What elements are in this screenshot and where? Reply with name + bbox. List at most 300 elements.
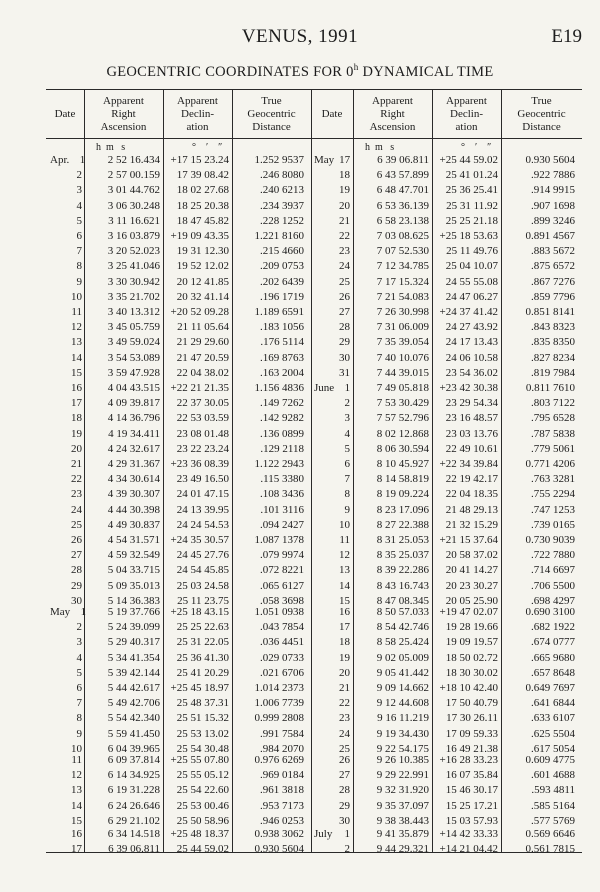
date-cell (314, 457, 350, 472)
day-number: 23 (339, 712, 350, 725)
dec-cell: +22 34 39.84 (439, 458, 498, 470)
ra-cell: 4 59 32.549 (107, 549, 160, 562)
date-cell (50, 472, 82, 487)
date-block (50, 605, 87, 681)
date-cell (50, 651, 82, 666)
date-cell (50, 396, 82, 411)
date-cell (314, 305, 350, 320)
ra-cell: 3 16 03.879 (107, 230, 160, 242)
header-date-left: Date (54, 107, 76, 120)
ra-block (86, 827, 160, 857)
dist-cell: 0.938 3062 (254, 828, 304, 840)
date-block (314, 753, 350, 829)
date-cell (314, 799, 350, 814)
ra-cell: 3 59 47.928 (107, 366, 160, 379)
dec-cell: +14 21 04.42 (439, 843, 498, 856)
ra-cell: 7 35 39.054 (376, 336, 429, 349)
dec-cell: 23 29 54.34 (445, 397, 498, 410)
column-rule (311, 90, 312, 852)
dist-cell: .969 0184 (260, 769, 304, 782)
dist-cell: .108 3436 (260, 488, 304, 501)
ra-cell: 6 39 06.811 (377, 154, 429, 166)
dec-cell: 23 08 01.48 (176, 427, 229, 440)
date-cell (314, 442, 350, 457)
dist-cell: .722 7880 (531, 549, 575, 562)
date-block (314, 681, 350, 757)
dist-cell: .946 0253 (260, 814, 304, 827)
dist-cell: .196 1719 (260, 290, 304, 303)
date-cell (314, 827, 350, 842)
date-cell (50, 503, 82, 518)
dist-cell: 1.006 7739 (254, 697, 304, 710)
ra-cell: 8 14 58.819 (376, 473, 429, 486)
day-number: 20 (71, 442, 82, 455)
day-number: 27 (339, 306, 350, 318)
day-number: 29 (71, 579, 82, 592)
ra-block (355, 533, 429, 609)
dec-cell: 20 05 25.90 (445, 594, 498, 607)
day-number: 6 (76, 682, 82, 694)
day-number: 18 (339, 169, 350, 182)
day-number: 5 (344, 442, 350, 455)
day-number: 3 (76, 184, 82, 197)
dec-block (434, 229, 498, 305)
ra-cell: 6 43 57.899 (376, 169, 429, 182)
dec-units-right: ° ′ ″ (461, 142, 492, 153)
date-cell (314, 351, 350, 366)
date-cell (50, 533, 82, 548)
ra-cell: 8 35 25.037 (376, 549, 429, 562)
ra-cell: 6 24 26.646 (107, 799, 160, 812)
day-number: 21 (339, 682, 350, 694)
dist-cell: .914 9915 (531, 184, 575, 197)
date-cell (314, 635, 350, 650)
ra-cell: 6 48 47.701 (376, 184, 429, 197)
dist-cell: .202 6439 (260, 275, 304, 288)
header-ra-left: Apparent Right Ascension (100, 94, 147, 133)
dist-cell: .984 2070 (260, 742, 304, 755)
ra-block (355, 457, 429, 533)
dec-block (165, 457, 229, 533)
dec-cell: +14 42 33.33 (439, 828, 498, 840)
dec-block (434, 153, 498, 229)
dec-cell: 17 30 26.11 (446, 712, 498, 725)
ra-cell: 6 14 34.925 (107, 769, 160, 782)
dist-cell: 0.649 7697 (525, 682, 575, 694)
date-cell (50, 620, 82, 635)
day-number: 11 (71, 306, 82, 318)
ra-cell: 6 19 31.228 (107, 784, 160, 797)
dec-cell: 24 06 10.58 (445, 351, 498, 364)
ra-cell: 9 26 10.385 (376, 754, 429, 766)
day-number: 25 (339, 275, 350, 288)
dec-cell: +25 45 18.97 (170, 682, 229, 694)
day-number: 18 (71, 412, 82, 425)
day-number: 13 (71, 336, 82, 349)
day-number: 10 (339, 518, 350, 531)
dist-cell: .593 4811 (531, 784, 575, 797)
dist-cell: 0.851 8141 (525, 306, 575, 318)
ra-cell: 5 29 40.317 (107, 636, 160, 649)
date-cell (314, 579, 350, 594)
ra-cell: 8 47 08.345 (376, 594, 429, 607)
ra-block (355, 753, 429, 829)
header-dec-left: Apparent Declin- ation (177, 94, 218, 133)
dist-cell: 0.811 7610 (525, 382, 575, 394)
dist-cell: 0.561 7815 (525, 843, 575, 856)
date-cell (314, 487, 350, 502)
dec-cell: 23 22 23.24 (176, 442, 229, 455)
dist-block (234, 153, 304, 229)
ra-cell: 9 19 34.430 (376, 727, 429, 740)
dist-block (503, 381, 575, 457)
dist-cell: .176 5114 (260, 336, 304, 349)
ra-cell: 4 19 34.411 (108, 427, 160, 440)
header-date-right: Date (321, 107, 343, 120)
date-cell (50, 214, 82, 229)
day-number: 14 (71, 351, 82, 364)
ra-cell: 5 39 42.144 (107, 666, 160, 679)
date-cell (50, 727, 82, 742)
ra-cell: 8 10 45.927 (376, 458, 429, 470)
day-number: 8 (76, 260, 82, 273)
dist-cell: .617 5054 (531, 742, 575, 755)
ra-cell: 3 30 30.942 (107, 275, 160, 288)
date-cell (50, 711, 82, 726)
ra-cell: 8 27 22.388 (376, 518, 429, 531)
ra-cell: 4 39 30.307 (107, 488, 160, 501)
date-cell (50, 768, 82, 783)
dec-cell: 24 27 43.92 (445, 321, 498, 334)
dist-block (234, 229, 304, 305)
dec-units-left: ° ′ ″ (192, 142, 223, 153)
day-number: 7 (344, 473, 350, 486)
ra-cell: 5 14 36.383 (107, 594, 160, 607)
day-number: 13 (339, 564, 350, 577)
dec-cell: +25 44 59.02 (439, 154, 498, 166)
ra-cell: 8 54 42.746 (376, 621, 429, 634)
dec-cell: 18 02 27.68 (176, 184, 229, 197)
dec-cell: +16 28 33.23 (439, 754, 498, 766)
dist-cell: .795 6528 (531, 412, 575, 425)
dist-cell: .043 7854 (260, 621, 304, 634)
date-cell (50, 259, 82, 274)
ra-cell: 6 53 36.139 (376, 199, 429, 212)
dist-cell: .058 3698 (260, 594, 304, 607)
dist-cell: .115 3380 (260, 473, 304, 486)
ra-cell: 9 02 05.009 (376, 651, 429, 664)
day-number: 10 (71, 742, 82, 755)
date-cell (50, 681, 82, 696)
month-label: July (314, 828, 333, 840)
dec-block (434, 605, 498, 681)
date-cell (50, 366, 82, 381)
ra-cell: 9 35 37.097 (376, 799, 429, 812)
dec-block (434, 827, 498, 857)
ra-cell: 3 40 13.312 (107, 306, 160, 318)
dec-cell: 22 04 38.02 (176, 366, 229, 379)
day-number: 5 (76, 214, 82, 227)
dist-cell: .875 6572 (531, 260, 575, 273)
date-cell (50, 199, 82, 214)
dec-block (434, 681, 498, 757)
date-cell (314, 366, 350, 381)
dec-cell: 16 49 21.38 (445, 742, 498, 755)
ra-cell: 4 09 39.817 (107, 397, 160, 410)
dist-cell: 1.189 6591 (254, 306, 304, 318)
dec-block (434, 533, 498, 609)
dist-cell: .215 4660 (260, 245, 304, 258)
day-number: 9 (76, 727, 82, 740)
ra-cell: 5 24 39.099 (107, 621, 160, 634)
dist-cell: .674 0777 (531, 636, 575, 649)
dec-cell: +21 15 37.64 (439, 534, 498, 546)
ra-cell: 9 38 38.443 (376, 814, 429, 827)
ra-cell: 5 44 42.617 (107, 682, 160, 694)
date-cell (50, 827, 82, 842)
dist-block (234, 533, 304, 609)
dist-block (234, 753, 304, 829)
column-rule (353, 90, 354, 852)
date-cell (314, 153, 350, 168)
ra-cell: 8 50 57.033 (376, 606, 429, 618)
date-block (50, 229, 82, 305)
day-number: 17 (71, 843, 82, 856)
date-cell (314, 411, 350, 426)
ra-cell: 8 19 09.224 (376, 488, 429, 501)
date-cell (50, 335, 82, 350)
dist-cell: 1.051 0938 (254, 606, 304, 618)
day-number: 20 (339, 666, 350, 679)
dist-block (503, 827, 575, 857)
day-number: 30 (339, 814, 350, 827)
dec-block (165, 605, 229, 681)
dist-cell: .240 6213 (260, 184, 304, 197)
ra-cell: 6 04 39.965 (107, 742, 160, 755)
date-cell (314, 666, 350, 681)
ra-cell: 9 09 14.662 (376, 682, 429, 694)
ra-cell: 7 03 08.625 (376, 230, 429, 242)
day-number: 16 (71, 382, 82, 394)
ra-cell: 8 31 25.053 (376, 534, 429, 546)
dist-block (503, 153, 575, 229)
dist-cell: .665 9680 (531, 651, 575, 664)
dist-block (503, 305, 575, 381)
ra-units-left: h m s (96, 142, 126, 153)
ra-cell: 4 49 30.837 (107, 518, 160, 531)
dist-cell: .163 2004 (260, 366, 304, 379)
date-cell (50, 548, 82, 563)
ra-cell: 8 43 16.743 (376, 579, 429, 592)
dec-block (165, 153, 229, 229)
dist-cell: .585 5164 (531, 799, 575, 812)
page-title: VENUS, 1991 (241, 26, 359, 47)
date-cell (50, 666, 82, 681)
header-dist-right: True Geocentric Distance (517, 94, 566, 133)
dist-cell: .234 3937 (260, 199, 304, 212)
dec-cell: 25 36 41.30 (176, 651, 229, 664)
header-ra-right: Apparent Right Ascension (369, 94, 416, 133)
dist-cell: .625 5504 (531, 727, 575, 740)
dist-cell: .706 5500 (531, 579, 575, 592)
month-label: June (314, 382, 335, 394)
date-cell (314, 199, 350, 214)
date-cell (50, 457, 82, 472)
dec-cell: +17 15 23.24 (170, 154, 229, 166)
dist-cell: .859 7796 (531, 290, 575, 303)
date-block (50, 153, 86, 229)
date-block (314, 605, 350, 681)
day-number: 20 (339, 199, 350, 212)
day-number: 26 (339, 754, 350, 766)
ra-cell: 7 57 52.796 (376, 412, 429, 425)
dec-cell: 20 23 30.27 (445, 579, 498, 592)
ra-cell: 3 06 30.248 (107, 199, 160, 212)
dec-cell: 24 24 54.53 (176, 518, 229, 531)
dist-block (503, 681, 575, 757)
dec-cell: 23 54 36.02 (445, 366, 498, 379)
dist-block (234, 605, 304, 681)
day-number: 1 (80, 606, 87, 618)
ra-cell: 6 09 37.814 (107, 754, 160, 766)
ra-cell: 9 22 54.175 (376, 742, 429, 755)
dist-cell: .633 6107 (531, 712, 575, 725)
date-cell (314, 396, 350, 411)
day-number: 28 (71, 564, 82, 577)
date-cell (50, 442, 82, 457)
dist-cell: 1.252 9537 (254, 154, 304, 166)
dec-block (165, 381, 229, 457)
ra-block (355, 827, 429, 857)
dist-cell: .867 7276 (531, 275, 575, 288)
ra-cell: 3 45 05.759 (107, 321, 160, 334)
dec-cell: +25 18 53.63 (439, 230, 498, 242)
date-cell (314, 768, 350, 783)
ra-cell: 5 04 33.715 (107, 564, 160, 577)
day-number: 26 (339, 290, 350, 303)
dec-cell: 17 39 08.42 (176, 169, 229, 182)
dist-cell: .183 1056 (260, 321, 304, 334)
date-cell (314, 518, 350, 533)
dec-cell: +19 47 02.07 (439, 606, 498, 618)
day-number: 11 (339, 534, 350, 546)
dec-cell: 22 49 10.61 (445, 442, 498, 455)
day-number: 11 (71, 754, 82, 766)
dec-cell: +18 10 42.40 (439, 682, 498, 694)
ra-cell: 2 52 16.434 (107, 154, 160, 166)
day-number: 16 (339, 606, 350, 618)
day-number: 15 (71, 366, 82, 379)
dist-cell: .819 7984 (531, 366, 575, 379)
dec-cell: 21 29 29.60 (176, 336, 229, 349)
dec-cell: 25 36 25.41 (445, 184, 498, 197)
dist-cell: .246 8080 (260, 169, 304, 182)
day-number: 12 (71, 769, 82, 782)
day-number: 4 (344, 427, 350, 440)
day-number: 12 (71, 321, 82, 334)
dec-cell: 25 03 24.58 (176, 579, 229, 592)
month-label: May (50, 606, 71, 618)
date-cell (50, 487, 82, 502)
date-cell (50, 799, 82, 814)
dec-cell: 15 03 57.93 (445, 814, 498, 827)
day-number: 14 (71, 799, 82, 812)
ra-cell: 4 54 31.571 (107, 534, 160, 546)
date-cell (50, 605, 87, 620)
dec-cell: 25 55 05.12 (176, 769, 229, 782)
dist-block (503, 229, 575, 305)
dec-cell: 25 48 37.31 (176, 697, 229, 710)
ra-cell: 9 05 41.442 (376, 666, 429, 679)
dist-cell: .779 5061 (531, 442, 575, 455)
dec-cell: +19 09 43.35 (170, 230, 229, 242)
day-number: 30 (339, 351, 350, 364)
dist-block (234, 381, 304, 457)
ra-block (86, 681, 160, 757)
dist-cell: 1.087 1378 (254, 534, 304, 546)
ra-cell: 6 39 06.811 (108, 843, 160, 856)
date-cell (314, 563, 350, 578)
dist-cell: 0.930 5604 (254, 843, 304, 856)
ra-cell: 5 09 35.013 (107, 579, 160, 592)
dec-cell: 25 54 30.48 (176, 742, 229, 755)
dec-block (165, 753, 229, 829)
dec-cell: 17 09 59.33 (445, 727, 498, 740)
day-number: 24 (339, 260, 350, 273)
dec-cell: 21 32 15.29 (445, 518, 498, 531)
date-cell (50, 842, 82, 857)
dist-cell: .843 8323 (531, 321, 575, 334)
day-number: 1 (344, 382, 351, 394)
date-cell (314, 711, 350, 726)
dist-block (234, 305, 304, 381)
header-dec-right: Apparent Declin- ation (446, 94, 487, 133)
ra-cell: 7 31 06.009 (376, 321, 429, 334)
dec-cell: 18 30 30.02 (445, 666, 498, 679)
ra-block (86, 381, 160, 457)
date-cell (314, 259, 350, 274)
date-block (314, 305, 350, 381)
dist-cell: .036 4451 (260, 636, 304, 649)
dist-cell: .094 2427 (260, 518, 304, 531)
dec-cell: 22 37 30.05 (176, 397, 229, 410)
dist-cell: .907 1698 (531, 199, 575, 212)
dec-cell: 24 54 45.85 (176, 564, 229, 577)
dec-cell: 22 04 18.35 (445, 488, 498, 501)
ra-cell: 3 35 21.702 (107, 290, 160, 303)
dec-cell: 17 50 40.79 (445, 697, 498, 710)
dist-cell: 1.156 4836 (254, 382, 304, 394)
dec-cell: 21 48 29.13 (445, 503, 498, 516)
date-block (50, 753, 82, 829)
day-number: 2 (76, 169, 82, 182)
date-cell (50, 351, 82, 366)
ra-cell: 5 49 42.706 (107, 697, 160, 710)
dec-cell: 22 19 42.17 (445, 473, 498, 486)
dec-cell: 25 41 01.24 (445, 169, 498, 182)
ra-cell: 7 12 34.785 (376, 260, 429, 273)
dist-cell: .763 3281 (531, 473, 575, 486)
dist-cell: .755 2294 (531, 488, 575, 501)
dist-cell: .835 8350 (531, 336, 575, 349)
ra-cell: 6 29 21.102 (107, 814, 160, 827)
date-cell (50, 153, 86, 168)
ra-cell: 7 17 15.324 (376, 275, 429, 288)
dist-cell: .698 4297 (531, 594, 575, 607)
ra-block (355, 305, 429, 381)
dec-cell: 25 54 22.60 (176, 784, 229, 797)
day-number: 22 (339, 697, 350, 710)
